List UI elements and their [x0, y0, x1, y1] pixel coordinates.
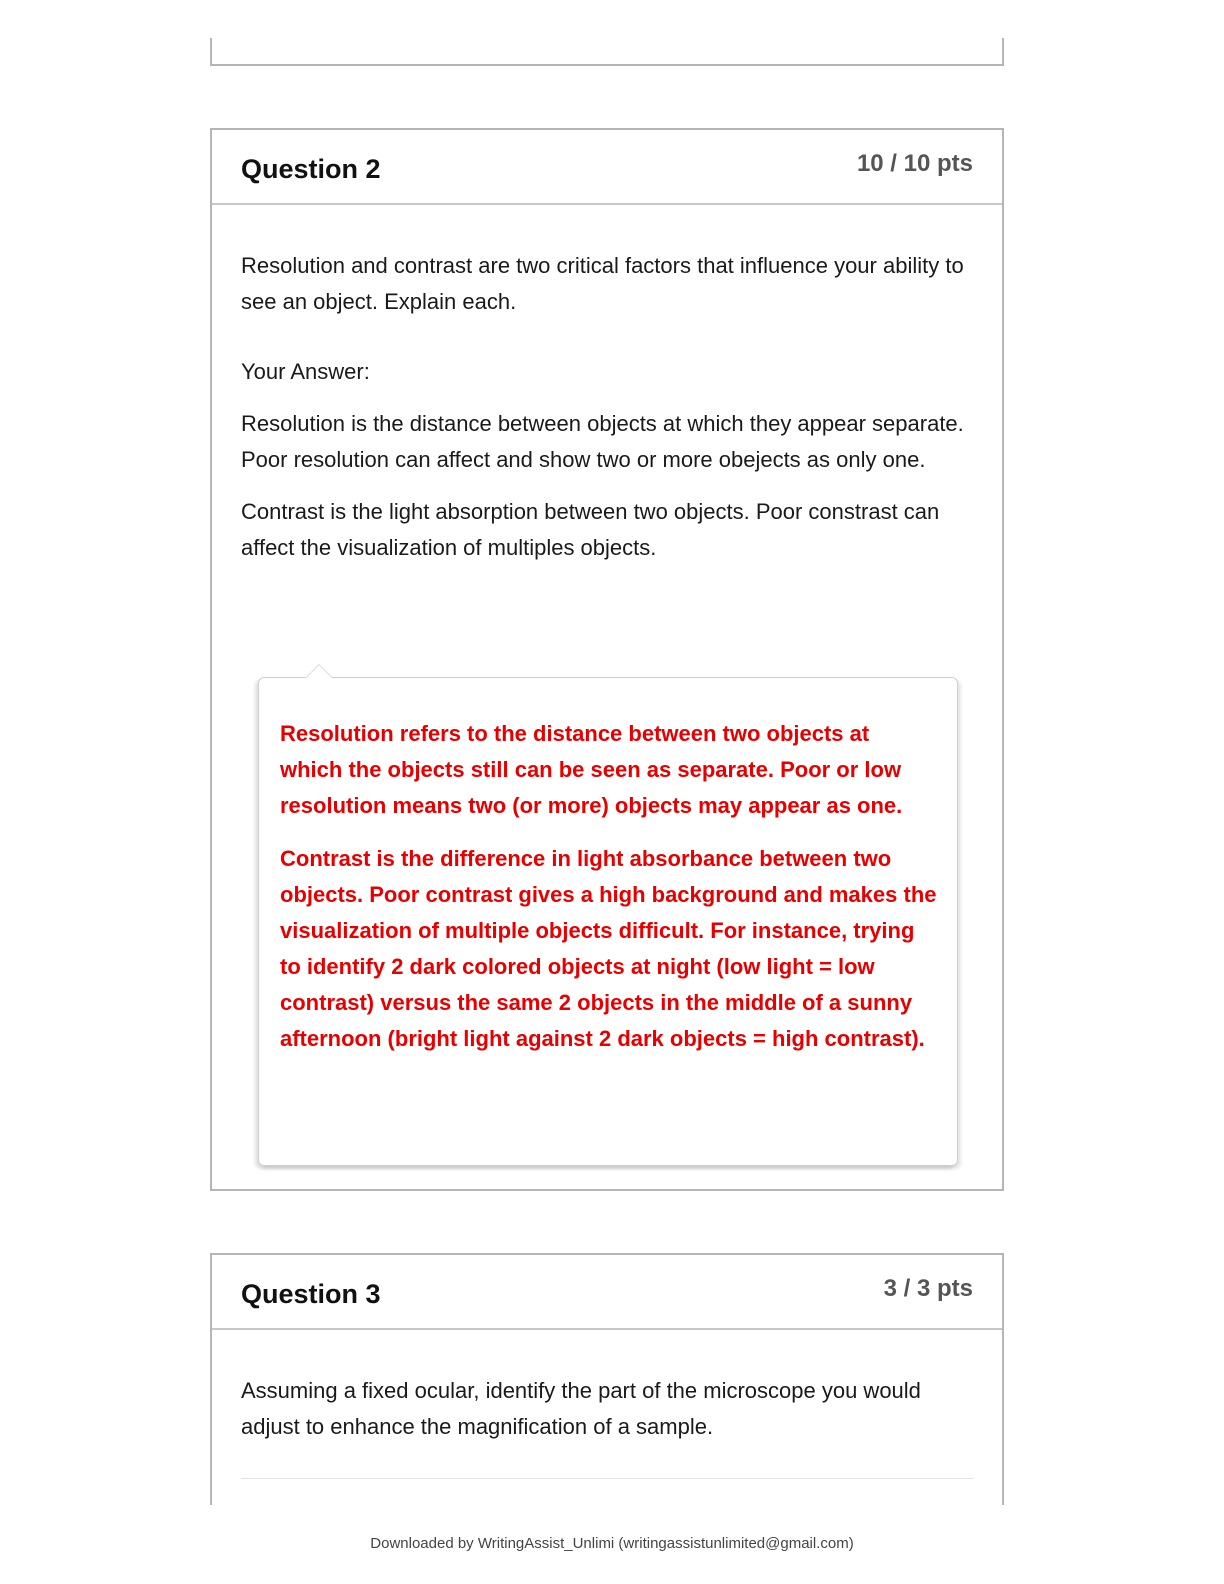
- question-3-points: 3 / 3 pts: [883, 1275, 973, 1302]
- your-answer-label: Your Answer:: [241, 359, 370, 384]
- comment-pointer-arrow: [305, 664, 333, 678]
- answer-paragraph-2: Contrast is the light absorption between two objects. Poor constrast can affect the visualization of multiples objects.: [241, 499, 940, 560]
- question-2-points: 10 / 10 pts: [856, 150, 973, 177]
- question-3-card: [210, 1253, 1004, 1505]
- question-3-body: [212, 1330, 1002, 1445]
- question-2-title: Question 2: [241, 154, 381, 184]
- question-2-card: [210, 128, 1004, 1191]
- question-3-divider: [241, 1478, 973, 1479]
- question-2-header: [212, 130, 1002, 205]
- question-3-prompt: Assuming a fixed ocular, identify the part of the microscope you would adjust to enhance the magnification of a sample.: [241, 1378, 921, 1439]
- previous-question-card-bottom: [210, 38, 1004, 66]
- comment-paragraph-2: Contrast is the difference in light absorbance between two objects. Poor contrast gives a high background and makes the visualization of multiple objects difficult. For instance, trying to identify 2 dark colored objects at night (low light = low contrast) versus the same 2 objects in the middle of a sunny afternoon (bright light against 2 dark objects = high contrast).: [280, 846, 937, 1051]
- grader-comment-box: [258, 677, 958, 1166]
- answer-paragraph-1: Resolution is the distance between objects at which they appear separate. Poor resolution can affect and show two or more obejects as only one.: [241, 411, 964, 472]
- comment-paragraph-1: Resolution refers to the distance between two objects at which the objects still can be seen as separate. Poor or low resolution means two (or more) objects may appear as one.: [280, 721, 903, 818]
- question-2-body: [212, 205, 1002, 566]
- question-3-header: [212, 1255, 1002, 1330]
- download-footer: Downloaded by WritingAssist_Unlimi (writingassistunlimited@gmail.com): [370, 1535, 854, 1552]
- question-2-prompt: Resolution and contrast are two critical factors that influence your ability to see an object. Explain each.: [241, 253, 964, 314]
- question-3-title: Question 3: [241, 1279, 381, 1309]
